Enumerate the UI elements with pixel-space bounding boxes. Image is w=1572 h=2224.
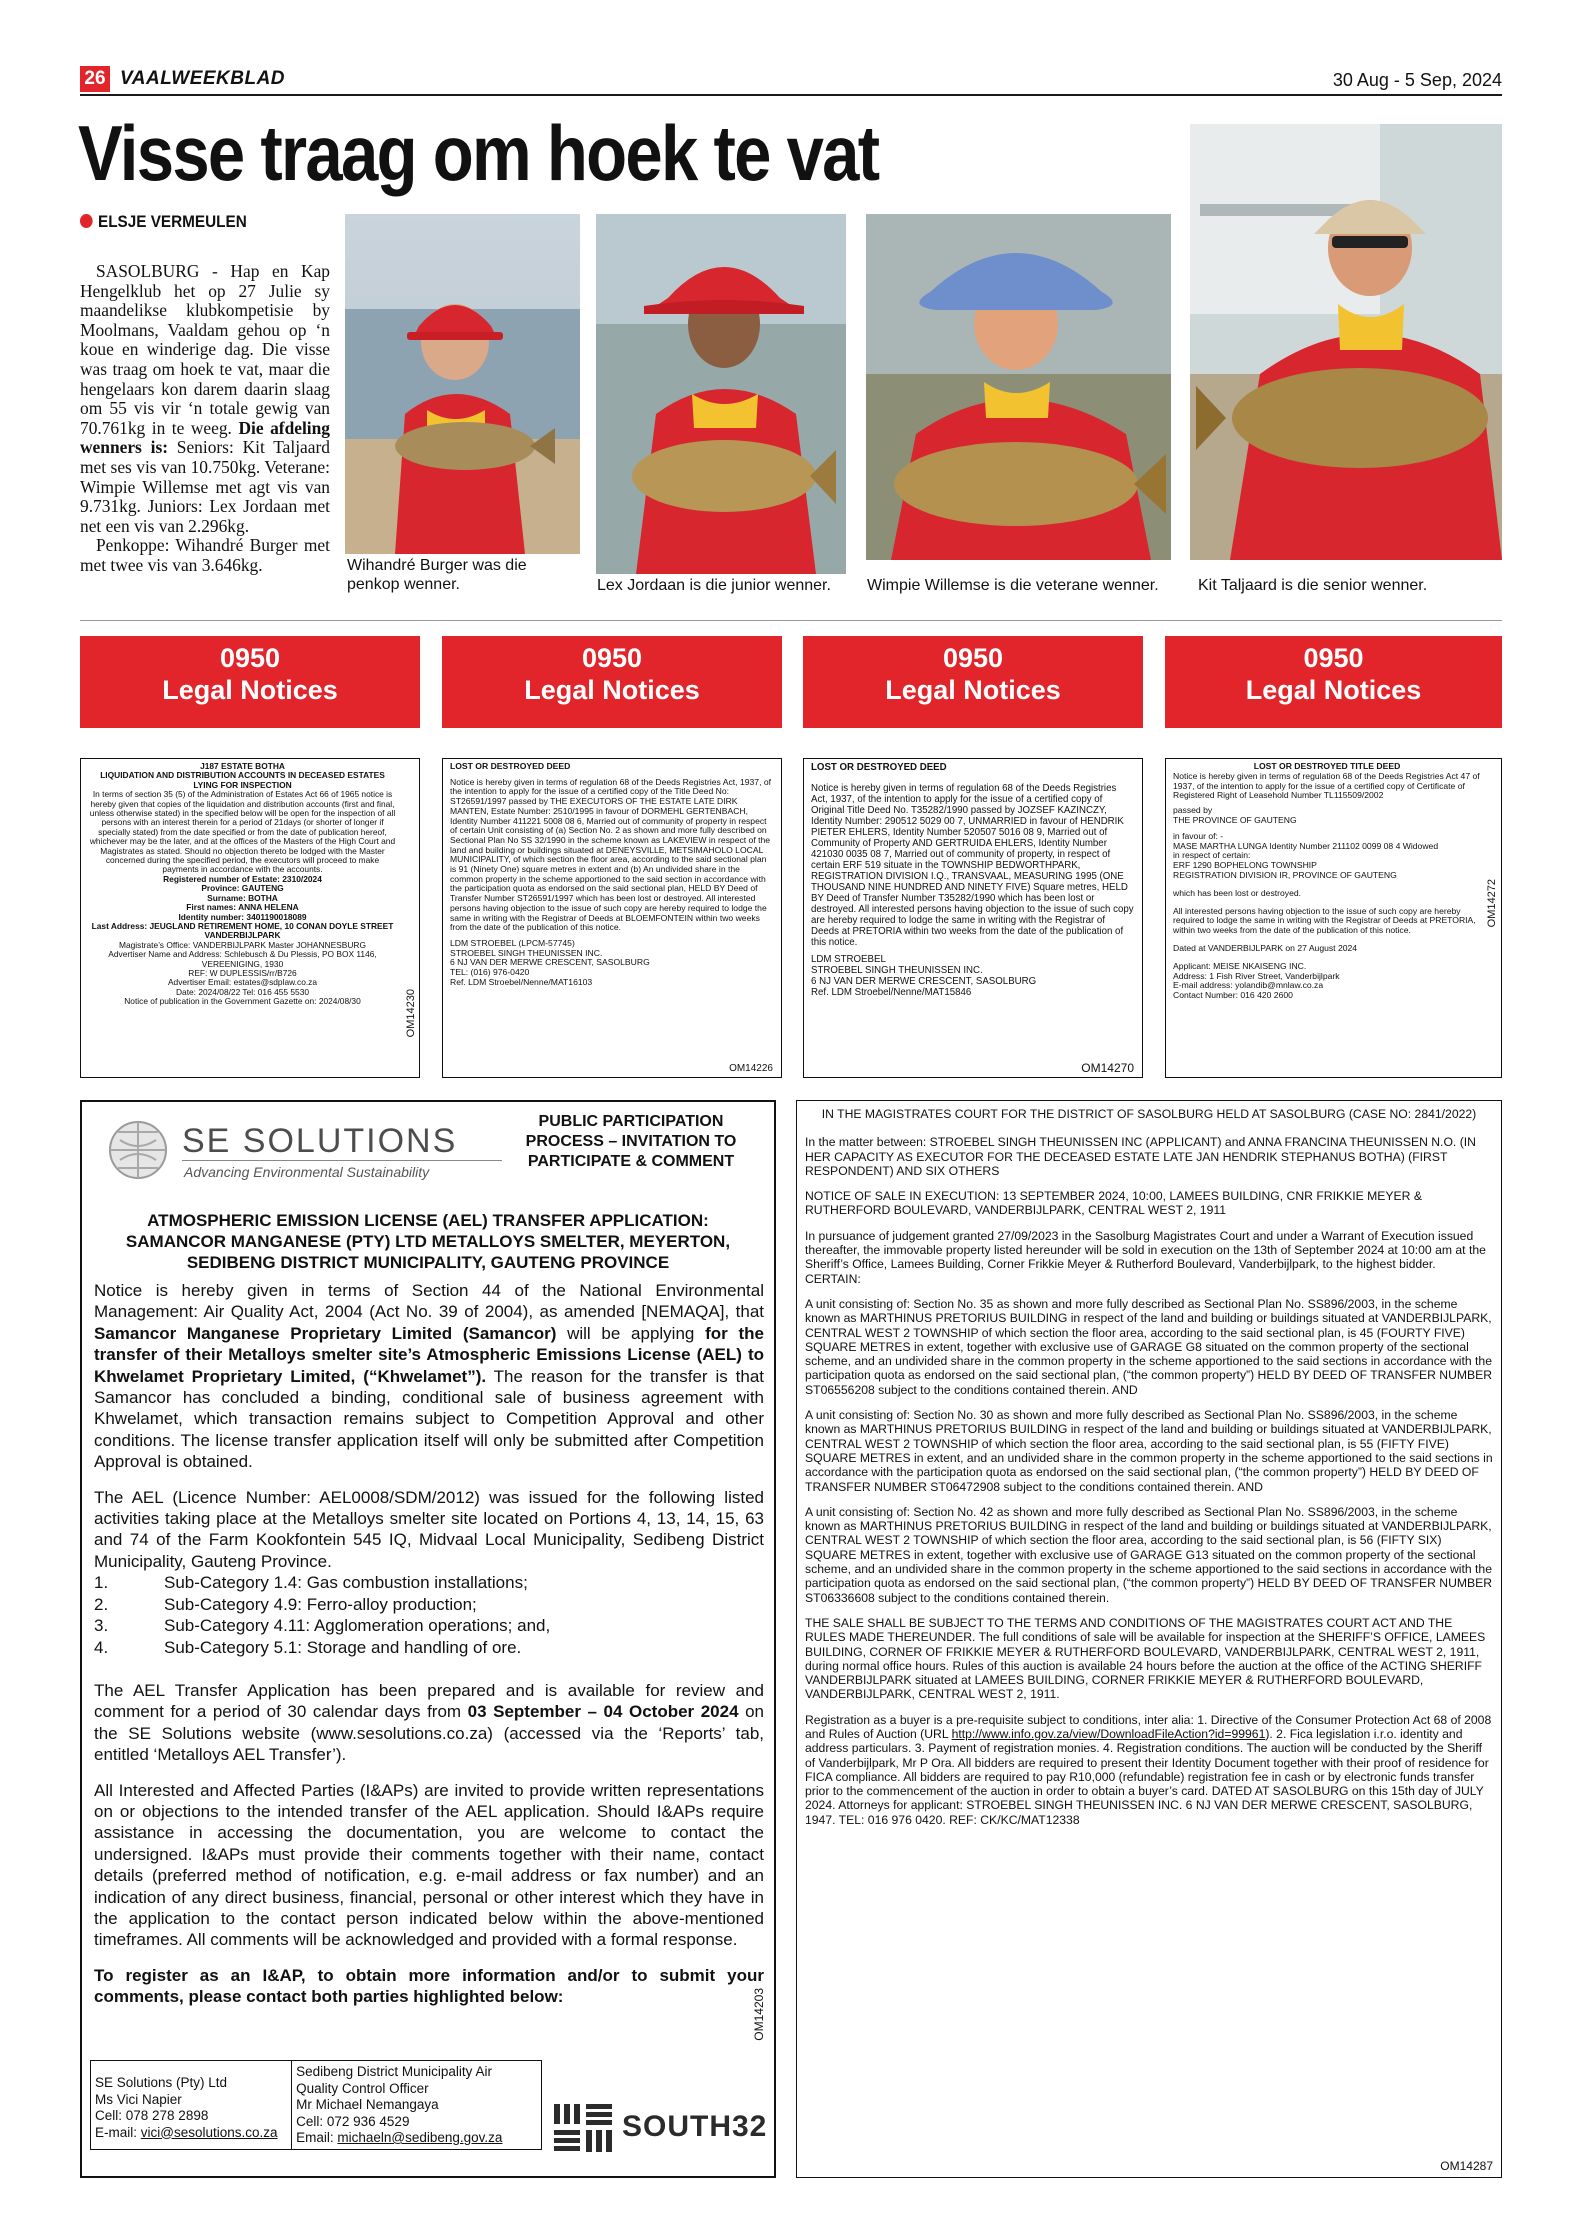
notice-om-code: OM14230 xyxy=(404,988,417,1037)
se-paragraph-2: The AEL (Licence Number: AEL0008/SDM/2012) was issued for the following listed activities taking place at the Metalloys smelter site located on Portions 4, 13, 14, 15, 63 and 74 of the Farm Kookfontein 545 IQ, Midvaal Local Municipality, Sedibeng District Municipality, Gauteng Province. xyxy=(94,1487,764,1571)
contact-email-link[interactable]: michaeln@sedibeng.gov.za xyxy=(337,2130,503,2145)
contact-sedibeng xyxy=(292,2061,541,2149)
se-solutions-logo xyxy=(106,1116,510,1182)
se-solutions-notice xyxy=(80,1100,776,2178)
lunga-province: THE PROVINCE OF GAUTENG xyxy=(1173,814,1297,825)
south32-wordmark: SOUTH32 xyxy=(622,2110,768,2143)
court-pursuance: In pursuance of judgement granted 27/09/2023 in the Sasolburg Magistrates Court and under a Warrant of Execution issued thereafter, the immovable property listed hereunder will be sold in execution on the 13th of September 2024 at 10:00 am at the Sheriff’s Office, Lamees Building, Corner Frikkie Meyer & Rutherford Boulevard, Vanderbijlpark, to the highest bidder. CERTAIN: xyxy=(805,1228,1486,1286)
se-logo-divider xyxy=(182,1160,502,1161)
se-globe-icon xyxy=(106,1118,170,1182)
contact-email xyxy=(95,2125,287,2142)
se-register-instruction: To register as an I&AP, to obtain more information and/or to submit your comments, please contact both parties highlighted below: xyxy=(94,1965,764,2007)
photo-caption: Kit Taljaard is die senior wenner. xyxy=(1198,577,1428,594)
notice-om-code: OM14287 xyxy=(1440,2158,1493,2173)
estate-surname: Surname: BOTHA xyxy=(207,892,278,903)
se-p1-text: The reason for the transfer is that Samancor has concluded a binding, conditional sale of business agreement with Khwelamet, which transaction remains subject to Competition Approval and other conditions. The license transfer application itself will only be submitted after Competition Approval is obtained. xyxy=(94,1366,764,1472)
court-heading: IN THE MAGISTRATES COURT FOR THE DISTRICT OF SASOLBURG HELD AT SASOLBURG (CASE NO: 2841/2022) xyxy=(821,1107,1477,1121)
se-p3-text: on the SE Solutions website (www.sesolutions.co.za) (accessed via the ‘Reports’ tab, entitled ‘Metalloys AEL Transfer’). xyxy=(94,1702,764,1765)
se-body xyxy=(94,1280,764,2022)
notice-tel: TEL: (016) 976-0420 xyxy=(450,967,530,978)
se-logo-name: SE SOLUTIONS xyxy=(182,1122,458,1160)
legal-notices-banner xyxy=(1165,636,1502,728)
ael-title: ATMOSPHERIC EMISSION LICENSE (AEL) TRANSFER APPLICATION: SAMANCOR MANGANESE (PTY) LTD METALLOYS SMELTER, MEYERTON, SEDIBENG DISTRICT MUNICIPALITY, GAUTENG PROVINCE xyxy=(125,1211,731,1272)
legal-notices-banner xyxy=(80,636,420,728)
list-item xyxy=(94,1615,764,1636)
estate-advertiser: Advertiser Name and Address: Schlebusch & Du Plessis, PO BOX 1146, VEREENIGING, 1930 xyxy=(108,949,377,969)
court-sale-notice xyxy=(796,1100,1502,2178)
photo-caption: Lex Jordaan is die junior wenner. xyxy=(597,577,831,594)
activity-list xyxy=(94,1572,764,1658)
estate-reg-number: Registered number of Estate: 2310/2024 xyxy=(163,873,322,884)
estate-ref: REF: W DUPLESSIS/rr/B726 xyxy=(188,967,297,978)
article-headline: Visse traag om hoek te vat xyxy=(78,109,879,197)
notice-firm: STROEBEL SINGH THEUNISSEN INC. xyxy=(450,947,603,958)
classification-code: 0950 xyxy=(1303,643,1364,673)
publication-name: VAALWEEKBLAD xyxy=(120,68,286,89)
se-p1-text: will be applying xyxy=(556,1323,706,1343)
notice-firm: STROEBEL SINGH THEUNISSEN INC. xyxy=(811,965,983,976)
page-number: 26 xyxy=(80,66,110,92)
notice-title: LOST OR DESTROYED DEED xyxy=(450,761,571,771)
publication-date: 30 Aug - 5 Sep, 2024 xyxy=(1332,70,1502,90)
contact-org: SE Solutions (Pty) Ltd xyxy=(95,2075,228,2090)
notice-om-code: OM14270 xyxy=(1081,1061,1134,1075)
contact-email xyxy=(296,2130,537,2147)
notice-lost-deed-ehlers xyxy=(803,758,1143,1078)
notice-address: 6 NJ VAN DER MERWE CRESCENT, SASOLBURG xyxy=(811,976,1037,987)
estate-id-number: Identity number: 3401190018089 xyxy=(178,911,307,922)
classification-label: Legal Notices xyxy=(162,675,338,705)
se-p3-dates: 03 September – 04 October 2024 xyxy=(467,1702,739,1722)
section-divider xyxy=(80,620,1502,621)
court-unit-30: A unit consisting of: Section No. 30 as shown and more fully described as Sectional Plan No. SS896/2003, in the scheme known as MARTHINUS PRETORIUS BUILDING in respect of the land and building or buildings situated at VANDERBIJLPARK, CENTRAL WEST 2 TOWNSHIP of which section the floor area, according to the said sectional plan, is 55 (FIFTY FIVE) SQUARE METRES in extent, and an undivided share in the common property in the scheme apportioned to the said sections in accordance with the participation quota as endorsed on the said sectional plan, (“the common property”) HELD BY DEED OF TRANSFER NUMBER ST06472908 subject to the conditions contained therein. AND xyxy=(805,1408,1493,1494)
photo-lex-jordaan xyxy=(596,214,846,574)
estate-first-names: First names: ANNA HELENA xyxy=(186,902,299,913)
lunga-respect: in respect of certain: xyxy=(1173,850,1251,861)
photo-wimpie-willemse xyxy=(866,214,1171,560)
classification-code: 0950 xyxy=(581,643,643,673)
south32-logo xyxy=(546,2098,774,2158)
photo-caption: Wimpie Willemse is die veterane wenner. xyxy=(867,577,1159,594)
legal-notices-banner xyxy=(803,636,1143,728)
contact-name: Ms Vici Napier xyxy=(95,2091,182,2107)
contact-org: Sedibeng District Municipality Air Quality Control Officer xyxy=(296,2064,492,2096)
notice-om-code: OM14203 xyxy=(752,1988,766,2041)
contact-cell: Cell: 078 278 2898 xyxy=(95,2108,209,2123)
legal-notices-banner xyxy=(442,636,782,728)
classification-code: 0950 xyxy=(942,643,1004,673)
list-number: 2. xyxy=(94,1594,109,1614)
article-winners: Seniors: Kit Taljaard met ses vis van 10.750kg. Veterane: Wimpie Willemse met agt vis van 9.731kg. Juniors: Lex Jordaan met net een vis van 2.296kg. xyxy=(80,437,330,536)
lunga-division: REGISTRATION DIVISION IR, PROVINCE OF GAUTENG xyxy=(1173,869,1397,880)
court-sale-conditions: THE SALE SHALL BE SUBJECT TO THE TERMS AND CONDITIONS OF THE MAGISTRATES COURT ACT AND THE RULES MADE THEREUNDER. The full conditions of sale will be available for inspection at the SHERIFF’S OFFICE, LAMEES BUILDING, CORNER OF FRIKKIE MEYER & RUTHERFORD BOULEVARD, VANDERBIJLPARK, CENTRAL WEST 2, 1911, during normal office hours. Rules of this auction is available 24 hours before the auction at the office of the ACTING SHERIFF VANDERBIJLPARK situated at LAMEES BUILDING, CORNER FRIKKIE MEYER & RUTHERFORD BOULEVARD, VANDERBIJLPARK, CENTRAL WEST 2, 1911. xyxy=(805,1615,1486,1702)
list-text: Sub-Category 1.4: Gas combustion installations; xyxy=(164,1573,528,1593)
notice-lost-title-deed-lunga xyxy=(1165,758,1502,1078)
se-logo-tagline: Advancing Environmental Sustainability xyxy=(184,1164,430,1180)
contact-table xyxy=(90,2060,542,2150)
estate-office: Magistrate’s Office: VANDERBIJLPARK Master JOHANNESBURG xyxy=(119,939,366,950)
notice-om-code: OM14226 xyxy=(729,1063,773,1075)
notice-estate-botha xyxy=(80,758,420,1078)
notice-body: In terms of section 35 (5) of the Administration of Estates Act 66 of 1965 notice is hereby given that copies of the liquidation and distribution accounts (first and final, unless otherwise stated) in the specified below will be open for the inspection of all persons with an interest therein for a period of 21days (or shorter of longer if specially stated) from the date specified or from the date of publication hereof, whichever may be the later, and at the offices of the Masters of the High Court and Magistrates as stated. Should no objection thereto be lodged with the Master concerned during the specified period, the executors will proceed to make payments in accordance with the accounts. xyxy=(89,789,396,875)
estate-email: Advertiser Email: estates@sdplaw.co.za xyxy=(167,977,318,988)
court-registration-link[interactable]: http://www.info.gov.za/view/DownloadFileAction?id=99961 xyxy=(951,1726,1266,1741)
notice-body: Notice is hereby given in terms of regulation 68 of the Deeds Registries Act, 1937, of the intention to apply for the issue of a certified copy of Original Title Deed No. T35282/1990 passed by JOZSEF KAZINCZY, Identity Number: 290512 5029 00 7, UNMARRIED in favour of HENDRIK PIETER EHLERS, Identity Number 520507 5016 08 9, Married out of Community of Property AND GERTRUIDA EHLERS, Identity Number 421030 0035 08 7, Married out of community of property, in respect of certain ERF 519 situate in the TOWNSHIP BEDWORTHPARK, REGISTRATION DIVISION I.Q., TRANSVAAL, MEASURING 1995 (ONE THOUSAND NINE HUNDRED AND NINETY FIVE) Square metres, HELD BY Deed of Transfer Number T35282/1990 which has been lost or destroyed. All interested persons having objection to the issue of such copy are hereby required to lodge the same in writing with the Registrar of Deeds at PRETORIA within two weeks from the date of the publication of this notice. xyxy=(811,783,1134,948)
court-registration xyxy=(805,1713,1493,1827)
article-body xyxy=(80,262,330,576)
court-registration-text: Registration as a buyer is a pre-requisite subject to conditions, inter alia: 1. Directive of the Consumer Protection Act 68 of 2008 and Rules of Auction (URL xyxy=(805,1712,1492,1741)
notice-signatory: LDM STROEBEL xyxy=(811,954,886,965)
list-number: 1. xyxy=(94,1573,109,1593)
estate-province: Province: GAUTENG xyxy=(201,883,284,894)
list-item xyxy=(94,1594,764,1615)
notice-title: J187 ESTATE BOTHA xyxy=(200,761,285,771)
notice-om-code: OM14272 xyxy=(1486,879,1499,928)
se-p1-transfer: for the transfer of their Metalloys smelter site’s Atmospheric Emissions License (AEL) to Khwelamet Proprietary Limited, (“Khwelamet”). xyxy=(94,1323,764,1386)
notice-signatory: LDM STROEBEL (LPCM-57745) xyxy=(450,937,575,948)
contact-email-link[interactable]: vici@sesolutions.co.za xyxy=(140,2124,278,2140)
lunga-favour: in favour of: - xyxy=(1173,830,1224,841)
article-byline xyxy=(80,212,247,232)
lunga-dated: Dated at VANDERBIJLPARK on 27 August 2024 xyxy=(1173,942,1358,953)
lunga-contact: Contact Number: 016 420 2600 xyxy=(1173,990,1293,1001)
notice-body: Notice is hereby given in terms of regulation 68 of the Deeds Registries Act, 1937, of the intention to apply for the issue of a certified copy of the Title Deed No: ST26591/1997 passed by THE EXECUTORS OF THE ESTATE LATE DIRK MANTEN, Estate Number: 2510/1995 in favour of DORMEHL GERTENBACH, Identity Number 411221 5008 08 6, Married out of community of property in respect of certain Unit consisting of (a) Section No. 2 as shown and more fully described on Sectional Plan No SS 32/1990 in the scheme known as LAKEVIEW in respect of the land and building or buildings situated at DENEYSVILLE, METSIMAHOLO LOCAL MUNICIPALITY, of which section the floor area, according to the said sectional plan is 91 (Ninety One) square metres in extent and (b) An undivided share in the common property in the scheme apportioned to the said section in accordance with the participation quota as endorsed on the said sectional plan, HELD BY Deed of Transfer Number ST26591/1997 which has been lost or destroyed. All interested persons having objection to the issue of such copy are hereby required to lodge the same in writing with the Registrar of Deeds at BLOEMFONTEIN within two weeks from the date of the publication of this notice. xyxy=(450,776,772,933)
public-participation-heading: PUBLIC PARTICIPATION PROCESS – INVITATION TO PARTICIPATE & COMMENT xyxy=(525,1113,737,1170)
classification-code: 0950 xyxy=(219,643,281,673)
list-text: Sub-Category 4.11: Agglomeration operations; and, xyxy=(164,1616,551,1636)
notice-ref: Ref. LDM Stroebel/Nenne/MAT15846 xyxy=(811,987,972,998)
list-item xyxy=(94,1637,764,1658)
court-unit-35: A unit consisting of: Section No. 35 as shown and more fully described as Sectional Plan No. SS896/2003, in the scheme known as MARTHINUS PRETORIUS BUILDING in respect of the land and building or buildings situated at VANDERBIJLPARK, CENTRAL WEST 2 TOWNSHIP of which section the floor area, according to the said sectional plan, is 45 (FOURTY FIVE) SQUARE METRES in extent, together with exclusive use of GARAGE G8 situated on the common property of the sectional scheme, and an undivided share in the common property in the scheme apportioned to the said sections in accordance with the participation quota as endorsed on the said sectional plan, (“the common property”) HELD BY DEED OF TRANSFER NUMBER ST06556208 subject to the conditions contained therein. AND xyxy=(805,1296,1493,1397)
byline-dot-icon xyxy=(80,214,93,228)
list-text: Sub-Category 4.9: Ferro-alloy production; xyxy=(164,1594,477,1614)
se-p1-text: Notice is hereby given in terms of Section 44 of the National Environmental Management: Air Quality Act, 2004 (Act No. 39 of 2004), as amended [NEMAQA], that xyxy=(94,1281,764,1322)
article-winners-heading: Die afdeling wenners is: xyxy=(80,417,330,458)
lunga-objection: All interested persons having objection to the issue of such copy are hereby required to lodge the same in writing with the Registrar of Deeds at PRETORIA, within two weeks from the date of the publication of this notice. xyxy=(1173,905,1476,936)
lunga-address: Address: 1 Fish River Street, Vanderbijlpark xyxy=(1173,970,1340,981)
court-registration-text: ). 2. Fica legislation i.r.o. identity and address particulars. 3. Payment of registration monies. 4. Registration conditions. The auction will be conducted by the Sheriff of Vanderbijlpark, Mr P Ora. All bidders are required to present their Identity Document together with their proof of residence for FICA compliance. All bidders are required to pay R10,000 (refundable) registration fee in cash or by electronic funds transfer prior to the commencement of the auction in order to obtain a buyer’s card. DATED AT SASOLBURG on this 15th day of JULY 2024. Attorneys for applicant: STROEBEL SINGH THEUNISSEN INC. 6 NJ VAN DER MERWE CRESCENT, SASOLBURG, 1947. TEL: 016 976 0420. REF: CK/KC/MAT12338 xyxy=(805,1726,1489,1827)
se-p1-company: Samancor Manganese Proprietary Limited (Samancor) xyxy=(94,1323,557,1343)
photo-wihandre-burger xyxy=(345,214,580,554)
byline-author: ELSJE VERMEULEN xyxy=(98,212,247,231)
lunga-person: MASE MARTHA LUNGA Identity Number 211102 0099 08 4 Widowed xyxy=(1173,840,1439,851)
contact-se-solutions xyxy=(91,2061,292,2149)
article-intro: SASOLBURG - Hap en Kap Hengelklub het op 27 Julie sy maandelikse klubkompetisie by Moolmans, Vaaldam gehou op ‘n koue en winderige dag. Die visse was traag om hoek te vat, maar die hengelaars kon darem daarin slaag om 55 vis vir ‘n totale gewig van 70.761kg in te weeg. xyxy=(80,261,330,438)
list-text: Sub-Category 5.1: Storage and handling of ore. xyxy=(164,1637,522,1657)
classification-label: Legal Notices xyxy=(885,675,1061,705)
classification-label: Legal Notices xyxy=(524,675,700,705)
contact-name: Mr Michael Nemangaya xyxy=(296,2097,439,2112)
contact-email-label: Email: xyxy=(296,2130,338,2145)
se-paragraph-3 xyxy=(94,1680,764,1766)
contact-email-label: E-mail: xyxy=(95,2124,141,2140)
lunga-email: E-mail address: yolandib@mnlaw.co.za xyxy=(1173,980,1324,991)
lunga-erf: ERF 1290 BOPHELONG TOWNSHIP xyxy=(1173,860,1317,871)
article-paragraph: Penkoppe: Wihandré Burger met met twee vis van 3.646kg. xyxy=(80,535,330,575)
notice-subtitle: LIQUIDATION AND DISTRIBUTION ACCOUNTS IN DECEASED ESTATES LYING FOR INSPECTION xyxy=(100,770,385,790)
south32-mark-icon xyxy=(554,2104,614,2156)
contact-cell: Cell: 072 936 4529 xyxy=(296,2113,410,2129)
list-number: 3. xyxy=(94,1616,109,1636)
notice-body: Notice is hereby given in terms of regulation 68 of the Deeds Registries Act 47 of 1937, of the intention to apply for the issue of a certified copy of Certificate of Registered Right of Leasehold Number TL115509/2002 xyxy=(1173,770,1480,801)
list-item xyxy=(94,1572,764,1593)
se-paragraph-1 xyxy=(94,1280,764,1473)
lunga-applicant: Applicant: MEISE NKAISENG INC. xyxy=(1173,960,1307,971)
list-number: 4. xyxy=(94,1637,109,1657)
classification-label: Legal Notices xyxy=(1245,675,1422,705)
se-paragraph-4: All Interested and Affected Parties (I&APs) are invited to provide written representations on or objections to the intended transfer of the AEL application. Should I&APs require assistance in accessing the documentation, you are welcome to contact the undersigned. I&APs must provide their comments together with their name, contact details (preferred method of notification, e.g. e-mail address or fax number) and an indication of any direct business, financial, personal or other interest which they have in the application to the contact person indicated below within the above-mentioned timeframes. All comments will be acknowledged and provided with a formal response. xyxy=(94,1780,764,1950)
article-paragraph xyxy=(80,262,330,536)
notice-lost-deed-manten xyxy=(442,758,782,1078)
se-p3-text: The AEL Transfer Application has been prepared and is available for review and comment for a period of 30 calendar days from xyxy=(94,1680,764,1722)
lunga-lost: which has been lost or destroyed. xyxy=(1173,887,1302,898)
estate-gazette: Notice of publication in the Government Gazette on: 2024/08/30 xyxy=(124,996,361,1007)
lunga-passed: passed by xyxy=(1173,805,1213,816)
estate-last-address: Last Address: JEUGLAND RETIREMENT HOME, 10 CONAN DOYLE STREET VANDERBIJLPARK xyxy=(91,920,394,941)
photo-caption: Wihandré Burger was die penkop wenner. xyxy=(347,557,527,593)
notice-ref: Ref. LDM Stroebel/Nenne/MAT16103 xyxy=(450,976,593,987)
photo-kit-taljaard xyxy=(1190,124,1502,560)
notice-address: 6 NJ VAN DER MERWE CRESCENT, SASOLBURG xyxy=(450,957,650,968)
notice-title: LOST OR DESTROYED DEED xyxy=(811,762,947,773)
court-matter: In the matter between: STROEBEL SINGH THEUNISSEN INC (APPLICANT) and ANNA FRANCINA THEUNISSEN N.O. (IN HER CAPACITY AS EXECUTOR FOR THE DECEASED ESTATE LATE JAN HENDRIK STEPHANUS BOTHA) (FIRST RESPONDENT) AND SIX OTHERS xyxy=(805,1135,1476,1178)
masthead xyxy=(80,66,1502,96)
court-unit-42: A unit consisting of: Section No. 42 as shown and more fully described as Sectional Plan No. SS896/2003, in the scheme known as MARTHINUS PRETORIUS BUILDING in respect of the land and building or buildings situated at VANDERBIJLPARK, CENTRAL WEST 2 TOWNSHIP of which section the floor area, according to the said sectional plan, is 56 (FIFTY SIX) SQUARE METRES in extent, together with exclusive use of GARAGE G13 situated on the common property of the sectional scheme, and an undivided share in the common property in the scheme apportioned to the said sections in accordance with the participation quota as endorsed on the said sectional plan, (“the common property”) HELD BY DEED OF TRANSFER NUMBER ST06336608 subject to the conditions contained therein. xyxy=(805,1504,1493,1605)
notice-title: LOST OR DESTROYED TITLE DEED xyxy=(1253,761,1401,771)
court-notice-of-sale: NOTICE OF SALE IN EXECUTION: 13 SEPTEMBER 2024, 10:00, LAMEES BUILDING, CNR FRIKKIE MEYER & RUTHERFORD BOULEVARD, VANDERBIJLPARK, CENTRAL WEST 2, 1911 xyxy=(805,1189,1422,1218)
estate-date: Date: 2024/08/22 Tel: 016 455 5530 xyxy=(175,986,310,997)
